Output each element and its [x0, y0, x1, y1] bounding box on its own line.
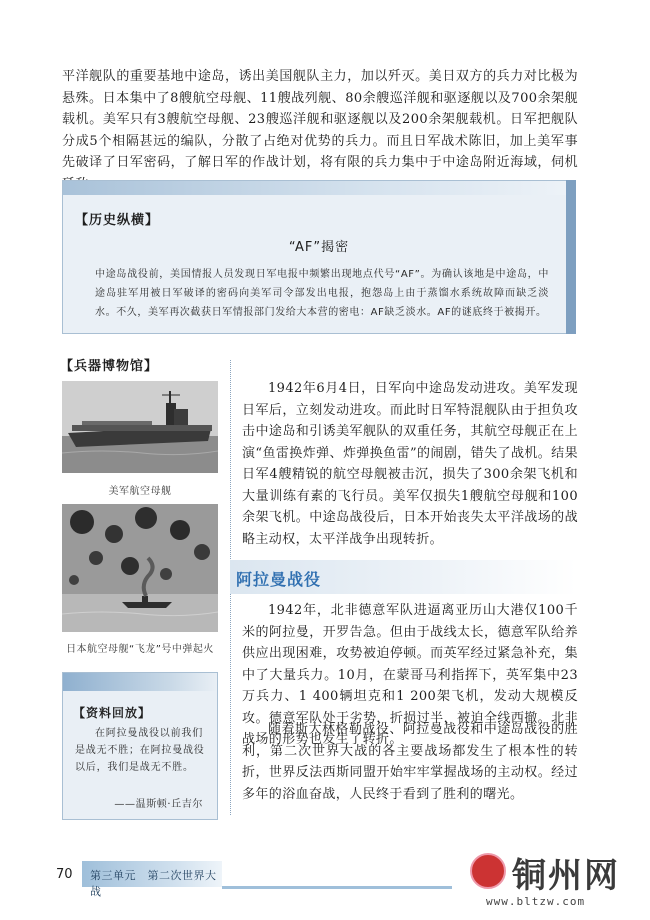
watermark-seal-icon: [470, 853, 506, 889]
carrier-caption: 美军航空母舰: [108, 486, 172, 497]
page-number: 70: [56, 867, 73, 882]
review-box: [62, 672, 218, 820]
burning-carrier-illustration: [62, 504, 218, 632]
carrier-photo: [62, 381, 218, 473]
burning-carrier-caption: 日本航空母舰“飞龙”号中弹起火: [66, 644, 214, 655]
section-heading-text: 阿拉曼战役: [236, 570, 322, 589]
review-box-quote: 在阿拉曼战役以前我们是战无不胜；在阿拉曼战役以后，我们是战无不胜。: [75, 728, 205, 773]
history-box-edge: [566, 180, 576, 334]
watermark-url: www.bltzw.com: [486, 895, 586, 908]
alamein-paragraph: 1942年，北非德意军队进逼离亚历山大港仅100千米的阿拉曼，开罗告急。但由于战线太长，德意军队给养供应出现困难，攻势被迫停顿。而英军经过紧急补充，集中了大量兵力。10月，在蒙哥马利指挥下，英军集中23万兵力、1 400辆坦克和1 200架飞机，发动大规模反攻。德意军队处于劣势，折损过半，被迫全线西撤。北非战场的形势也发生了转折。: [242, 603, 578, 747]
battle-paragraph: 1942年6月4日，日军向中途岛发动进攻。美军发现日军后，立刻发动进攻。而此时日军特混舰队由于担负攻击中途岛和引诱美军舰队的双重任务，其航空母舰正在上演“鱼雷换炸弹、炸弹换鱼雷”的闹剧，错失了战机。结果日军4艘精锐的航空母舰被击沉，损失了300余架飞机和大量训练有素的飞行员。美军仅损失1艘航空母舰和100余架飞机。中途岛战役后，日本开始丧失太平洋战场的战略主动权，太平洋战争出现转折。: [242, 381, 578, 547]
footer-unit-tab: [82, 861, 222, 898]
footer-unit-title: 第三单元 第二次世界大战: [90, 869, 217, 898]
history-box-text: 中途岛战役前，美国情报人员发现日军电报中频繁出现地点代号“AF”。为确认该地是中途岛，中途岛驻军用被日军破译的密码向美军司令部发出电报，抱怨岛上由于蒸馏水系统故障而缺乏淡水。不久，美军再次截获日军情报部门发给大本营的密电：AF缺乏淡水。AF的谜底终于被揭开。: [95, 269, 549, 318]
burning-carrier-photo: [62, 504, 218, 632]
section-heading: [230, 560, 576, 594]
history-box-label: 【历史纵横】: [75, 213, 160, 228]
review-box-author: ——温斯顿·丘吉尔: [114, 799, 203, 810]
history-box: [62, 180, 576, 334]
review-box-header-bar: [63, 673, 217, 691]
weapons-museum-label: 【兵器博物馆】: [60, 359, 159, 374]
history-box-title: “AF”揭密: [288, 240, 350, 255]
intro-paragraph: 平洋舰队的重要基地中途岛，诱出美国舰队主力，加以歼灭。美日双方的兵力对比极为悬殊。日本集中了8艘航空母舰、11艘战列舰、80余艘巡洋舰和驱逐舰以及700余架舰载机。美军只有3艘航空母舰、23艘巡洋舰和驱逐舰以及200余架舰载机。日军把舰队分成5个相隔甚远的编队，分散了占绝对优势的兵力。而且日军战术陈旧，加上美军事先破译了日军密码，了解日军的作战计划，将有限的兵力集中于中途岛附近海域，伺机: [62, 69, 578, 170]
watermark-text: 铜州网: [512, 856, 620, 896]
history-box-header-bar: [63, 181, 575, 195]
footer-rule: [222, 886, 452, 889]
final-paragraph: 随着斯大林格勒战役、阿拉曼战役和中途岛战役的胜利，第二次世界大战的各主要战场都发生了根本性的转折，世界反法西斯同盟开始牢牢掌握战场的主动权。经过多年的浴血奋战，人民终于看到了胜利的曙光。: [242, 722, 578, 802]
carrier-illustration: [62, 381, 218, 473]
review-box-label: 【资料回放】: [73, 706, 152, 720]
